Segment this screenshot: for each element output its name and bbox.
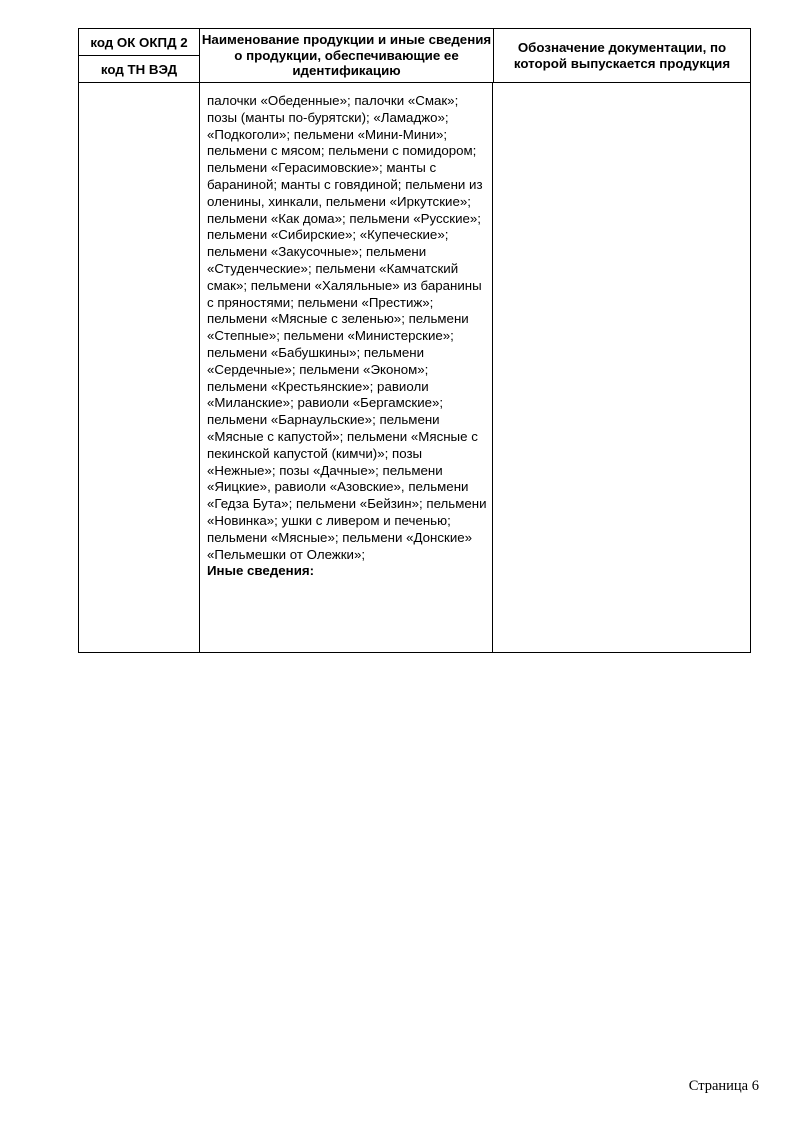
- table-header-row: [79, 29, 750, 83]
- product-list-text: палочки «Обеденные»; палочки «Смак»; позы (манты по-бурятски); «Ламаджо»; «Подкоголи»; пельмени «Мини-Мини»; пельмени с мясом; пельмени с помидором; пельмени «Герасимовские»; манты с бараниной; манты с говядиной; пельмени из оленины, хинкали, пельмени «Иркутские»; пельмени «Как дома»; пельмени «Русские»; пельмени «Сибирские»; «Купеческие»; пельмени «Закусочные»; пельмени «Студенческие»; пельмени «Камчатский смак»; пельмени «Халяльные» из баранины с пряностями; пельмени «Престиж»; пельмени «Мясные с зеленью»; пельмени «Степные»; пельмени «Министерские»; пельмени «Бабушкины»; пельмени «Сердечные»; пельмени «Эконом»; пельмени «Крестьянские»; равиоли «Миланские»; равиоли «Бергамские»; пельмени «Барнаульские»; пельмени «Мясные с капустой»; пельмени «Мясные с пекинской капустой (кимчи)»; позы «Нежные»; позы «Дачные»; пельмени «Яицкие», равиоли «Азовские», пельмени «Гедза Бута»; пельмени «Бейзин»; пельмени «Новинка»; ушки с ливером и печенью; пельмени «Мясные»; пельмени «Донские» «Пельмешки от Олежки»;: [207, 93, 487, 562]
- product-name-cell: [200, 83, 493, 652]
- code-header-cell: [79, 29, 200, 82]
- documentation-header: Обозначение документации, по которой выпускается продукция: [513, 39, 731, 71]
- code-cell: [79, 83, 200, 652]
- okpd2-header: код ОК ОКПД 2: [79, 29, 199, 56]
- product-table: [78, 28, 751, 653]
- documentation-cell: [493, 83, 750, 652]
- page-number: Страница 6: [688, 1078, 759, 1094]
- tnved-header: код ТН ВЭД: [100, 61, 178, 77]
- other-info-label: Иные сведения:: [207, 563, 315, 579]
- table-row: [79, 83, 750, 652]
- product-name-header: Наименование продукции и иные сведения о продукции, обеспечивающие ее идентификацию: [200, 29, 494, 82]
